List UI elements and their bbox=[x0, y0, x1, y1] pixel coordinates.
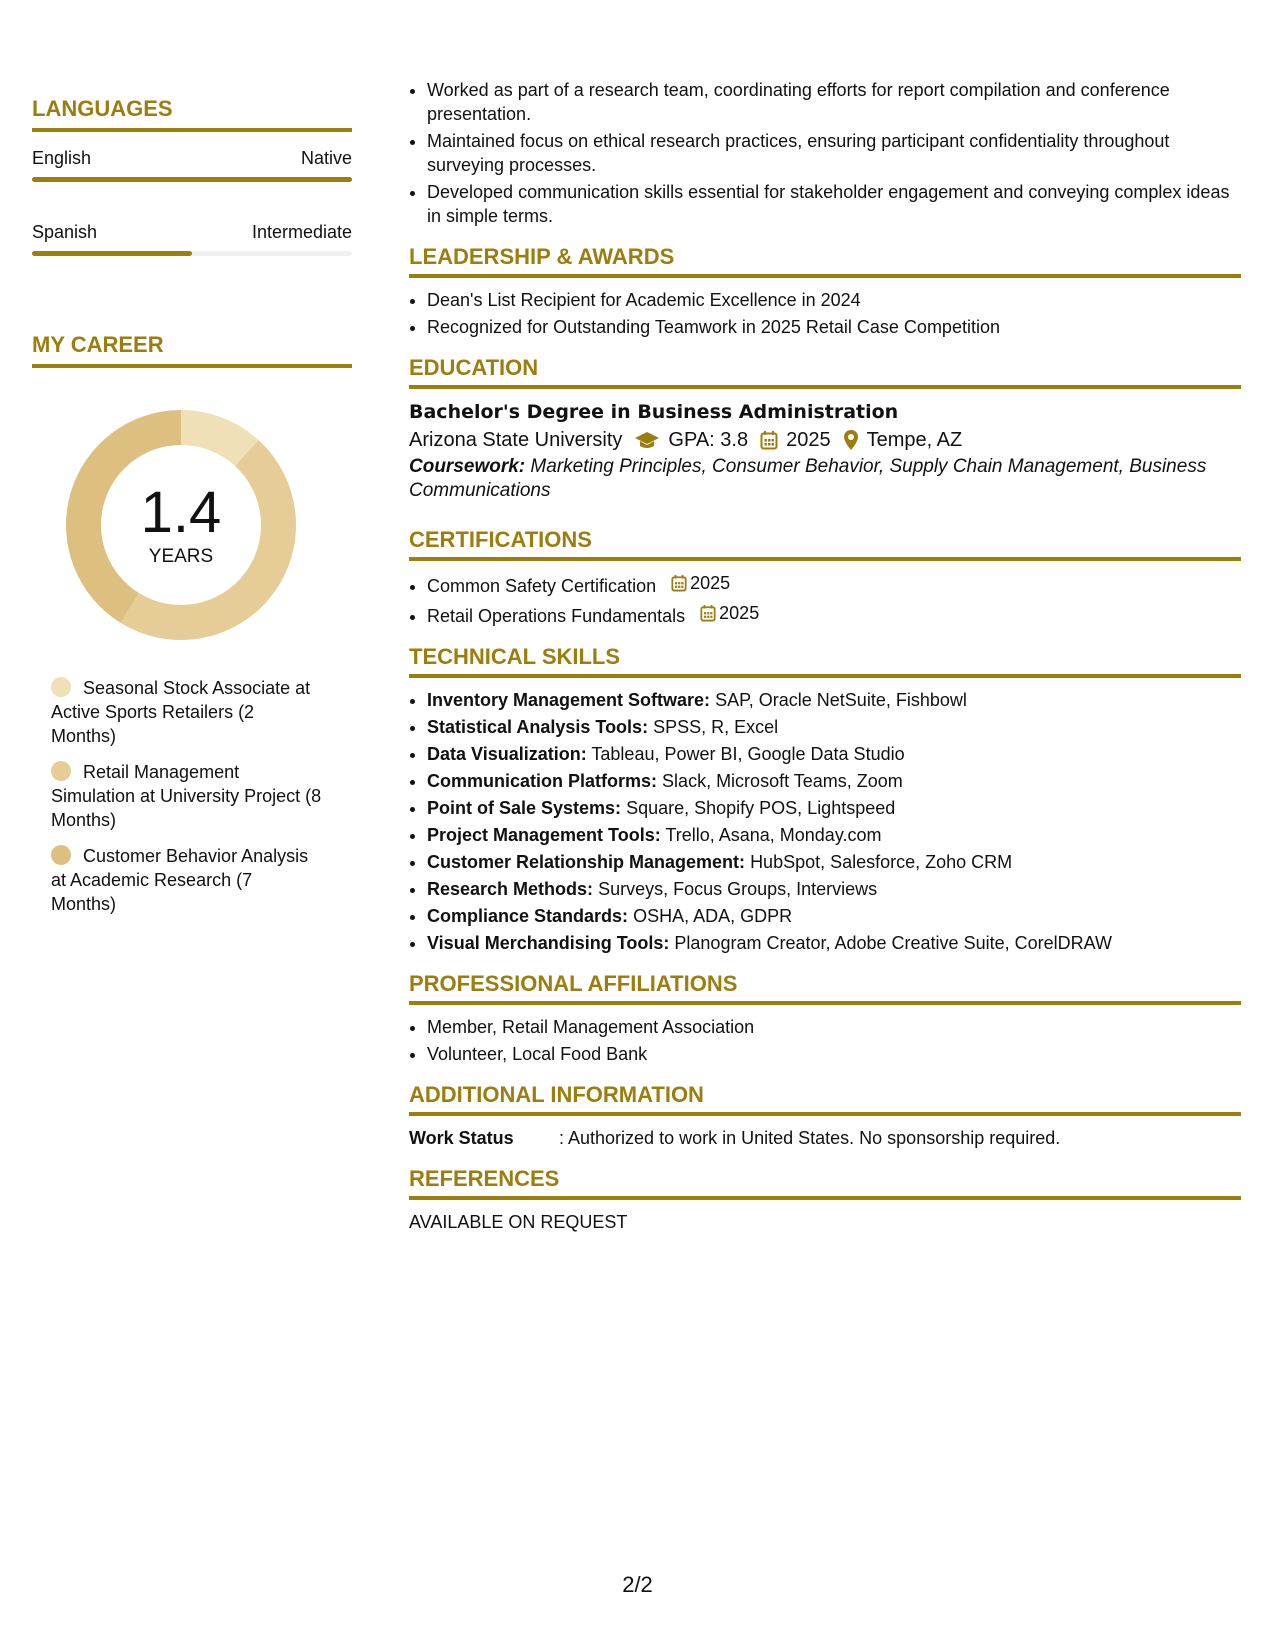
certification-name: Common Safety Certification bbox=[427, 576, 657, 596]
language-spanish bbox=[32, 222, 352, 256]
skill-value: Planogram Creator, Adobe Creative Suite, CorelDRAW bbox=[674, 933, 1112, 953]
list-item bbox=[427, 769, 1241, 793]
language-proficiency-bar bbox=[32, 177, 352, 182]
education-heading: EDUCATION bbox=[409, 355, 1241, 389]
languages-heading: LANGUAGES bbox=[32, 96, 352, 132]
skill-value: Surveys, Focus Groups, Interviews bbox=[598, 879, 878, 899]
list-item bbox=[427, 688, 1241, 712]
language-english bbox=[32, 148, 352, 182]
list-item: • Developed communication skills essential for stakeholder engagement and conveying complex ideas in simple terms. bbox=[427, 180, 1241, 228]
legend-dot bbox=[51, 845, 71, 865]
certification-year: 2025 bbox=[690, 573, 731, 593]
list-item bbox=[427, 601, 1241, 628]
skill-label: Inventory Management Software: bbox=[427, 690, 711, 710]
list-item bbox=[427, 904, 1241, 928]
language-proficiency-fill bbox=[32, 251, 192, 256]
references-section bbox=[409, 1166, 1241, 1234]
graduation-year: 2025 bbox=[786, 429, 831, 451]
career-legend-item bbox=[51, 844, 322, 916]
education-meta bbox=[409, 425, 1241, 455]
list-item: • Dean's List Recipient for Academic Excellence in 2024 bbox=[427, 288, 1241, 312]
career-legend bbox=[32, 676, 322, 916]
list-item bbox=[427, 571, 1241, 598]
career-legend-label: Customer Behavior Analysis at Academic Research (7 Months) bbox=[51, 846, 309, 914]
education-section bbox=[409, 355, 1241, 503]
list-item bbox=[427, 823, 1241, 847]
skill-label: Compliance Standards: bbox=[427, 906, 629, 926]
calendar-icon bbox=[671, 574, 687, 592]
list-item: • Maintained focus on ethical research practices, ensuring participant confidentiality throughout surveying processes. bbox=[427, 129, 1241, 177]
list-item bbox=[427, 931, 1241, 955]
list-item bbox=[427, 715, 1241, 739]
career-legend-label: Seasonal Stock Associate at Active Sports Retailers (2 Months) bbox=[51, 678, 311, 746]
coursework-label: Coursework: bbox=[409, 456, 526, 477]
sidebar bbox=[32, 96, 352, 928]
experience-bullets bbox=[409, 78, 1241, 228]
skill-label: Communication Platforms: bbox=[427, 771, 658, 791]
skill-label: Visual Merchandising Tools: bbox=[427, 933, 670, 953]
coursework-list: Marketing Principles, Consumer Behavior, Supply Chain Management, Business Communications bbox=[409, 456, 1207, 501]
skill-label: Statistical Analysis Tools: bbox=[427, 717, 649, 737]
coursework bbox=[409, 455, 1241, 503]
certification-year: 2025 bbox=[719, 603, 760, 623]
references-heading: REFERENCES bbox=[409, 1166, 1241, 1200]
skill-value: Square, Shopify POS, Lightspeed bbox=[626, 798, 896, 818]
skill-label: Research Methods: bbox=[427, 879, 594, 899]
leadership-heading: LEADERSHIP & AWARDS bbox=[409, 244, 1241, 278]
legend-dot bbox=[51, 677, 71, 697]
language-level: Intermediate bbox=[251, 222, 352, 242]
certification-name: Retail Operations Fundamentals bbox=[427, 606, 686, 626]
graduation-cap-icon bbox=[634, 430, 660, 450]
legend-dot bbox=[51, 761, 71, 781]
certifications-section bbox=[409, 527, 1241, 628]
school-location: Tempe, AZ bbox=[866, 429, 963, 451]
skill-value: OSHA, ADA, GDPR bbox=[633, 906, 793, 926]
list-item: • Member, Retail Management Association bbox=[427, 1015, 1241, 1039]
leadership-section bbox=[409, 244, 1241, 339]
skill-value: HubSpot, Salesforce, Zoho CRM bbox=[750, 852, 1013, 872]
references-text: AVAILABLE ON REQUEST bbox=[409, 1212, 628, 1232]
list-item: • Worked as part of a research team, coordinating efforts for report compilation and conference presentation. bbox=[427, 78, 1241, 126]
career-total: 1.4 bbox=[140, 480, 222, 545]
additional-section bbox=[409, 1082, 1241, 1150]
skill-value: Trello, Asana, Monday.com bbox=[665, 825, 882, 845]
school-name: Arizona State University bbox=[409, 429, 623, 451]
list-item bbox=[427, 850, 1241, 874]
list-item: • Recognized for Outstanding Teamwork in 2025 Retail Case Competition bbox=[427, 315, 1241, 339]
additional-heading: ADDITIONAL INFORMATION bbox=[409, 1082, 1241, 1116]
list-item bbox=[427, 742, 1241, 766]
career-legend-item bbox=[51, 676, 322, 748]
skills-list bbox=[409, 688, 1241, 955]
list-item bbox=[427, 796, 1241, 820]
list-item bbox=[427, 877, 1241, 901]
skill-value: Tableau, Power BI, Google Data Studio bbox=[591, 744, 905, 764]
certifications-heading: CERTIFICATIONS bbox=[409, 527, 1241, 561]
language-name: Spanish bbox=[32, 222, 98, 242]
gpa: GPA: 3.8 bbox=[668, 429, 749, 451]
work-status bbox=[409, 1126, 1241, 1150]
location-pin-icon bbox=[843, 429, 859, 451]
work-status-value: : Authorized to work in United States. No sponsorship required. bbox=[559, 1128, 1061, 1148]
list-item: • Volunteer, Local Food Bank bbox=[427, 1042, 1241, 1066]
language-level: Native bbox=[300, 148, 352, 168]
affiliations-section bbox=[409, 971, 1241, 1066]
degree-title: Bachelor's Degree in Business Administration bbox=[409, 401, 899, 423]
career-unit: YEARS bbox=[148, 546, 214, 567]
calendar-icon bbox=[760, 430, 778, 450]
main-column bbox=[409, 78, 1241, 1234]
page-number: 2/2 bbox=[622, 1572, 653, 1597]
skill-label: Data Visualization: bbox=[427, 744, 587, 764]
career-heading: MY CAREER bbox=[32, 332, 352, 368]
skill-value: SAP, Oracle NetSuite, Fishbowl bbox=[715, 690, 967, 710]
career-legend-label: Retail Management Simulation at University Project (8 Months) bbox=[51, 762, 322, 830]
work-status-label: Work Status bbox=[409, 1128, 514, 1148]
language-proficiency-fill bbox=[32, 177, 352, 182]
language-name: English bbox=[32, 148, 92, 168]
skill-value: SPSS, R, Excel bbox=[653, 717, 779, 737]
skill-value: Slack, Microsoft Teams, Zoom bbox=[662, 771, 903, 791]
skill-label: Point of Sale Systems: bbox=[427, 798, 622, 818]
affiliations-heading: PROFESSIONAL AFFILIATIONS bbox=[409, 971, 1241, 1005]
skill-label: Customer Relationship Management: bbox=[427, 852, 746, 872]
career-legend-item bbox=[51, 760, 322, 832]
career-donut-chart bbox=[66, 410, 296, 640]
skill-label: Project Management Tools: bbox=[427, 825, 661, 845]
calendar-icon bbox=[700, 604, 716, 622]
language-proficiency-bar bbox=[32, 251, 352, 256]
skills-heading: TECHNICAL SKILLS bbox=[409, 644, 1241, 678]
skills-section bbox=[409, 644, 1241, 955]
